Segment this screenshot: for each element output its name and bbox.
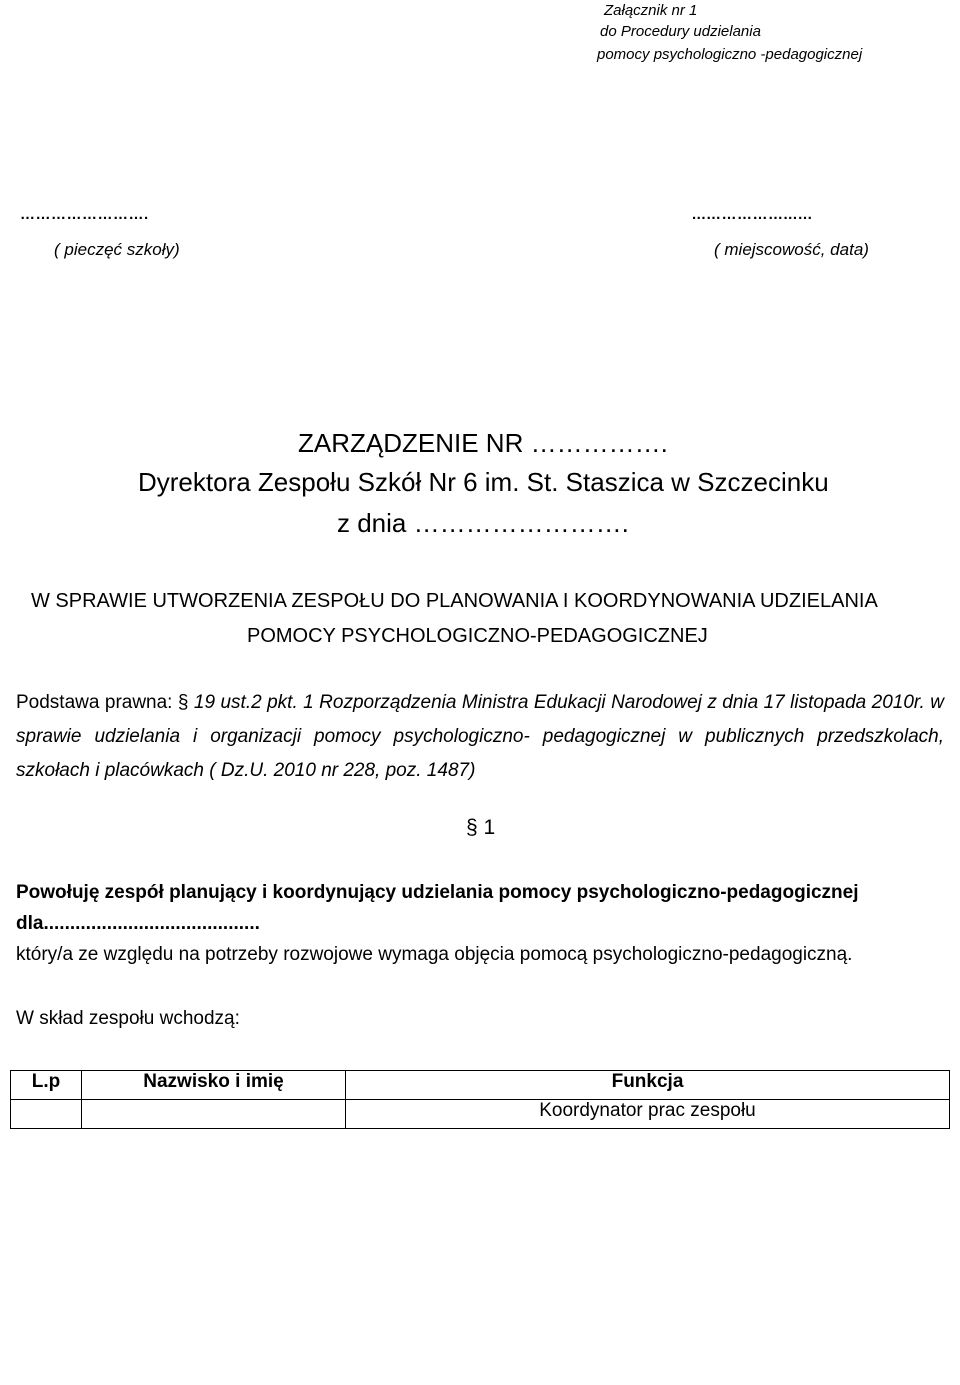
decree-date: z dnia ……………………. <box>337 508 629 538</box>
cell-lp <box>11 1100 82 1129</box>
decree-issuer: Dyrektora Zespołu Szkół Nr 6 im. St. Staszica w Szczecinku <box>138 467 829 497</box>
annex-line-2: do Procedury udzielania <box>600 23 761 40</box>
legal-basis <box>16 686 944 788</box>
composition-label: W skład zespołu wchodzą: <box>16 1008 240 1029</box>
stamp-label: ( pieczęć szkoły) <box>54 240 180 259</box>
legal-basis-label: Podstawa prawna: <box>16 692 173 713</box>
cell-function: Koordynator prac zespołu <box>346 1100 950 1129</box>
table-row <box>11 1100 950 1129</box>
annex-line-1: Załącznik nr 1 <box>604 2 698 19</box>
appointment-dla: dla......................................... <box>16 913 260 934</box>
members-table <box>10 1070 950 1129</box>
section-sign-icon: § <box>177 692 189 713</box>
annex-line-3: pomocy psychologiczno -pedagogicznej <box>597 46 863 63</box>
subject-line-1: W SPRAWIE UTWORZENIA ZESPOŁU DO PLANOWANIA I KOORDYNOWANIA UDZIELANIA <box>31 590 878 612</box>
appointment-reason: który/a ze względu na potrzeby rozwojowe wymaga objęcia pomocą psychologiczno-pedagogiczną. <box>16 944 853 965</box>
table-header-row <box>11 1071 950 1100</box>
column-header-name: Nazwisko i imię <box>82 1071 346 1100</box>
stamp-dots: ……………………. <box>20 206 149 223</box>
cell-name <box>82 1100 346 1129</box>
legal-basis-text: 19 ust.2 pkt. 1 Rozporządzenia Ministra Edukacji Narodowej z dnia 17 listopada 2010r. w sprawie udzielania i organizacji pomocy psychologiczno- pedagogicznej w publicznych przedszkolach, szkołach i placówkach ( Dz.U. 2010 nr 228, poz. 1487) <box>16 692 944 781</box>
place-date-dots: ...……………...… <box>692 206 814 223</box>
section-number: § 1 <box>466 816 496 839</box>
place-date-label: ( miejscowość, data) <box>714 240 869 259</box>
column-header-function: Funkcja <box>346 1071 950 1100</box>
appointment-text: Powołuję zespół planujący i koordynujący udzielania pomocy psychologiczno-pedagogicznej <box>16 882 859 903</box>
column-header-lp: L.p <box>11 1071 82 1100</box>
decree-title: ZARZĄDZENIE NR ……………. <box>298 428 668 458</box>
subject-line-2: POMOCY PSYCHOLOGICZNO-PEDAGOGICZNEJ <box>247 625 708 647</box>
